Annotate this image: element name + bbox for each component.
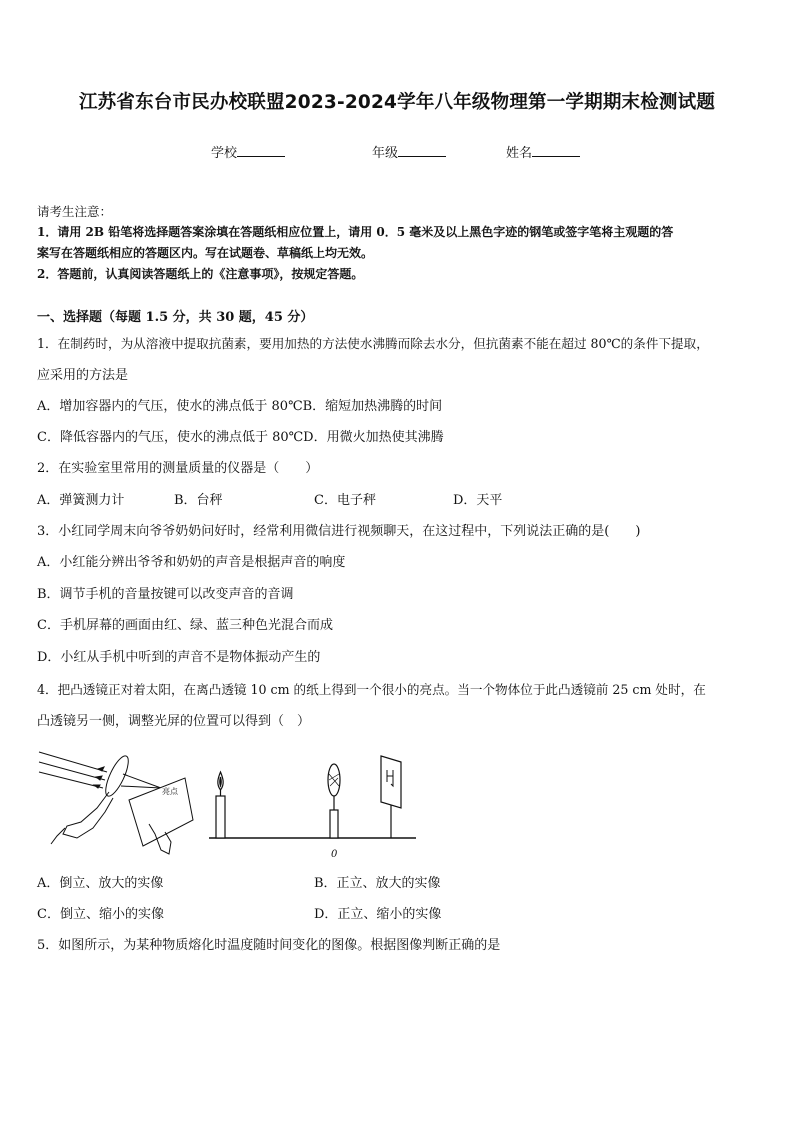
q2-option-c: C．电子秤 (314, 493, 376, 508)
q2-option-d: D．天平 (453, 493, 503, 508)
page-title: 江苏省东台市民办校联盟2023-2024学年八年级物理第一学期期末检测试题 (78, 92, 716, 113)
q1-option-cd: C．降低容器内的气压，使水的沸点低于 80℃D．用微火加热使其沸腾 (37, 430, 444, 445)
school-field[interactable] (211, 142, 285, 161)
q3-stem: 3．小红同学周末向爷爷奶奶问好时，经常利用微信进行视频聊天，在这过程中，下列说法正确的是( ) (37, 524, 641, 539)
q4-line1: 4．把凸透镜正对着太阳，在离凸透镜 10 cm 的纸上得到一个很小的亮点。当一个物体位于此凸透镜前 25 cm 处时，在 (37, 682, 706, 697)
q1-line1: 1．在制药时，为从溶液中提取抗菌素，要用加热的方法使水沸腾而除去水分，但抗菌素不能在超过 80℃的条件下提取， (37, 336, 709, 351)
q3-option-b: B．调节手机的音量按键可以改变声音的音调 (37, 587, 294, 602)
grade-label: 年级 (372, 146, 399, 161)
q1-option-ab: A．增加容器内的气压，使水的沸点低于 80℃B．缩短加热沸腾的时间 (37, 399, 443, 414)
q3-option-c: C．手机屏幕的画面由红、绿、蓝三种色光混合而成 (37, 618, 333, 633)
optical-bench-figure (205, 752, 420, 862)
grade-blank[interactable] (398, 144, 446, 157)
q3-option-d: D．小红从手机中听到的声音不是物体振动产生的 (37, 650, 321, 665)
section-heading: 一、选择题（每题 1.5 分，共 30 题，45 分） (37, 310, 314, 325)
q4-option-b: B．正立、放大的实像 (314, 876, 441, 891)
q4-line2: 凸透镜另一侧，调整光屏的位置可以得到（ ） (37, 714, 311, 729)
notice-heading: 请考生注意： (37, 204, 113, 219)
paper-label: 亮点 (162, 787, 178, 796)
school-blank[interactable] (237, 144, 285, 157)
q2-option-b: B．台秤 (174, 493, 223, 508)
q3-option-a: A．小红能分辨出爷爷和奶奶的声音是根据声音的响度 (37, 555, 346, 570)
name-blank[interactable] (532, 144, 580, 157)
q4-option-d: D．正立、缩小的实像 (314, 907, 442, 922)
q5-stem: 5．如图所示，为某种物质熔化时温度随时间变化的图像。根据图像判断正确的是 (37, 938, 501, 953)
q1-line2: 应采用的方法是 (37, 368, 129, 383)
name-field[interactable] (506, 142, 580, 161)
lens-sunlight-figure (37, 742, 197, 860)
notice-item2: 2．答题前，认真阅读答题纸上的《注意事项》，按规定答题。 (37, 267, 364, 281)
q2-stem: 2．在实验室里常用的测量质量的仪器是（ ） (37, 461, 319, 476)
q4-option-c: C．倒立、缩小的实像 (37, 907, 164, 922)
notice-item1-line1: 1．请用 2B 铅笔将选择题答案涂填在答题纸相应位置上，请用 0．5 毫米及以上黑色字迹的钢笔或签字笔将主观题的答 (37, 225, 674, 239)
q4-option-a: A．倒立、放大的实像 (37, 876, 164, 891)
school-label: 学校 (211, 146, 238, 161)
notice-item1-line2: 案写在答题纸相应的答题区内。写在试题卷、草稿纸上均无效。 (37, 246, 374, 260)
name-label: 姓名 (506, 146, 533, 161)
origin-label: 0 (331, 849, 338, 860)
grade-field[interactable] (372, 142, 446, 161)
q2-option-a: A．弹簧测力计 (37, 493, 125, 508)
